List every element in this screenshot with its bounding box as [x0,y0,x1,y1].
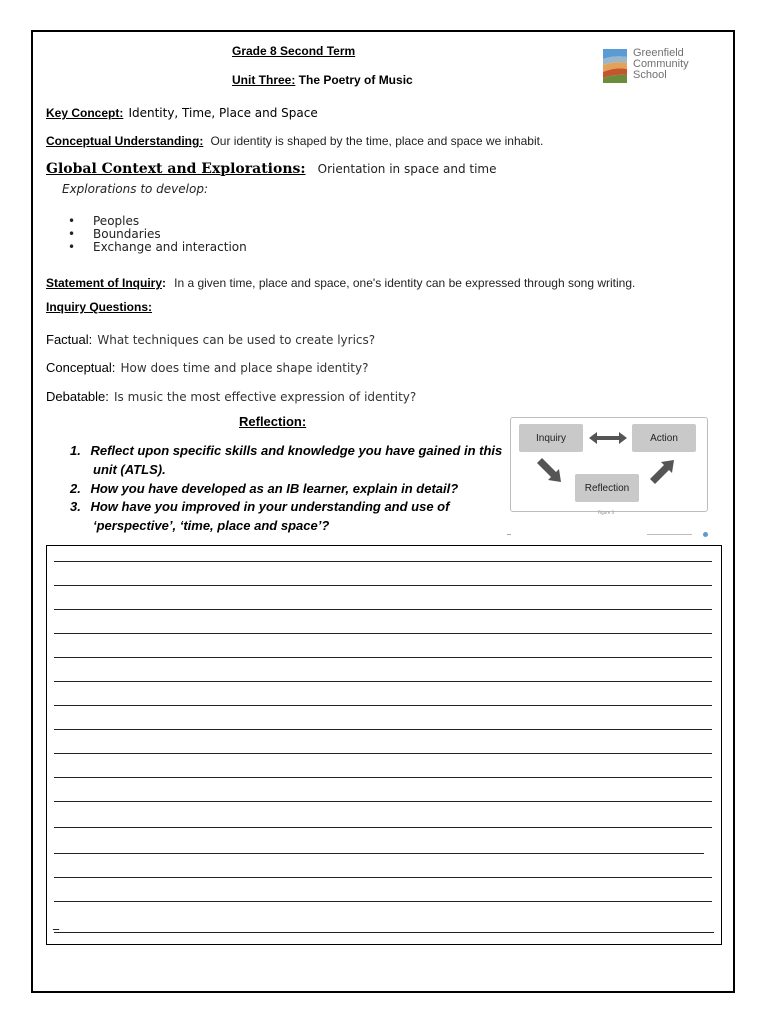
school-logo [603,47,703,87]
exploration-item: • Boundaries [68,228,247,241]
conceptual-understanding-value: Our identity is shaped by the time, place and space we inhabit. [210,134,544,148]
explorations-intro: Explorations to develop: [62,182,208,196]
unit-title: The Poetry of Music [295,73,413,87]
logo-text-line1: Greenfield [633,47,684,59]
conceptual-question-row [46,357,368,376]
diagram-reflection-box: Reflection [575,474,639,502]
diagram-caption: Figure 3 [598,510,615,515]
factual-value: What techniques can be used to create lyrics? [97,333,376,347]
dot-icon [703,532,708,537]
unit-heading [232,73,413,87]
answer-line [54,753,712,754]
reflection-item-text: How you have developed as an IB learner, explain in detail? [90,481,459,496]
debatable-label: Debatable: [46,389,109,404]
explorations-list [68,215,247,254]
answer-line [54,657,712,658]
answer-line [54,609,712,610]
reflection-item-3 [70,497,449,516]
factual-label: Factual: [46,332,93,347]
logo-text-line3: School [633,69,667,81]
answer-line [54,901,712,902]
factual-question-row [46,329,375,348]
key-concept-row [46,102,318,121]
exploration-item: • Peoples [68,215,247,228]
answer-line [54,827,712,828]
key-concept-label: Key Concept: [46,106,124,120]
reflection-item-1-cont: unit (ATLS). [93,462,166,477]
reflection-item-text: How have you improved in your understanding and use of [90,499,450,514]
statement-of-inquiry-value: In a given time, place and space, one's identity can be expressed through song writing. [174,276,636,290]
exploration-item: • Exchange and interaction [68,241,247,254]
answer-line [54,585,712,586]
global-context-row [46,158,497,177]
logo-text-line2: Community [633,58,689,70]
global-context-value: Orientation in space and time [317,162,497,176]
inquiry-cycle-diagram [510,417,708,512]
answer-line [54,877,712,878]
conceptual-understanding-row [46,130,543,149]
reflection-item-number: 2. [70,481,81,496]
global-context-label: Global Context and Explorations: [46,161,306,177]
arrow-down-right-icon [537,458,561,482]
double-arrow-icon [589,432,627,444]
reflection-item-2 [70,479,458,498]
school-logo-mark [603,47,629,83]
answer-line [54,561,712,562]
answer-box[interactable] [46,545,722,945]
debatable-value: Is music the most effective expression of identity? [113,390,417,404]
diagram-inquiry-box: Inquiry [519,424,583,452]
statement-of-inquiry-colon: : [162,276,167,290]
conceptual-label: Conceptual: [46,360,116,375]
reflection-item-text: Reflect upon specific skills and knowledge you have gained in this [90,443,503,458]
key-concept-value: Identity, Time, Place and Space [128,106,318,120]
unit-label: Unit Three: [232,73,296,87]
statement-of-inquiry-row [46,272,635,291]
diagram-arrows [511,418,707,511]
answer-line [54,777,712,778]
arrow-up-right-icon [650,460,674,484]
reflection-heading: Reflection: [239,414,307,429]
statement-of-inquiry-label: Statement of Inquiry [46,276,163,290]
reflection-item-1 [70,441,502,460]
conceptual-understanding-label: Conceptual Understanding: [46,134,204,148]
page-title: Grade 8 Second Term [232,44,356,58]
reflection-item-number: 3. [70,499,81,514]
inquiry-questions-heading: Inquiry Questions: [46,300,153,314]
reflection-item-3-cont: ‘perspective’, ‘time, place and space’? [93,518,330,533]
debatable-question-row [46,386,416,405]
answer-line [54,681,712,682]
answer-line [54,853,704,854]
answer-line [54,729,712,730]
reflection-item-number: 1. [70,443,81,458]
diagram-footer-marks [507,532,709,538]
conceptual-value: How does time and place shape identity? [120,361,369,375]
answer-last-marker: _ [53,916,59,930]
diagram-action-box: Action [632,424,696,452]
answer-line [54,932,714,933]
answer-line [54,705,712,706]
answer-line [54,633,712,634]
answer-line [54,801,712,802]
